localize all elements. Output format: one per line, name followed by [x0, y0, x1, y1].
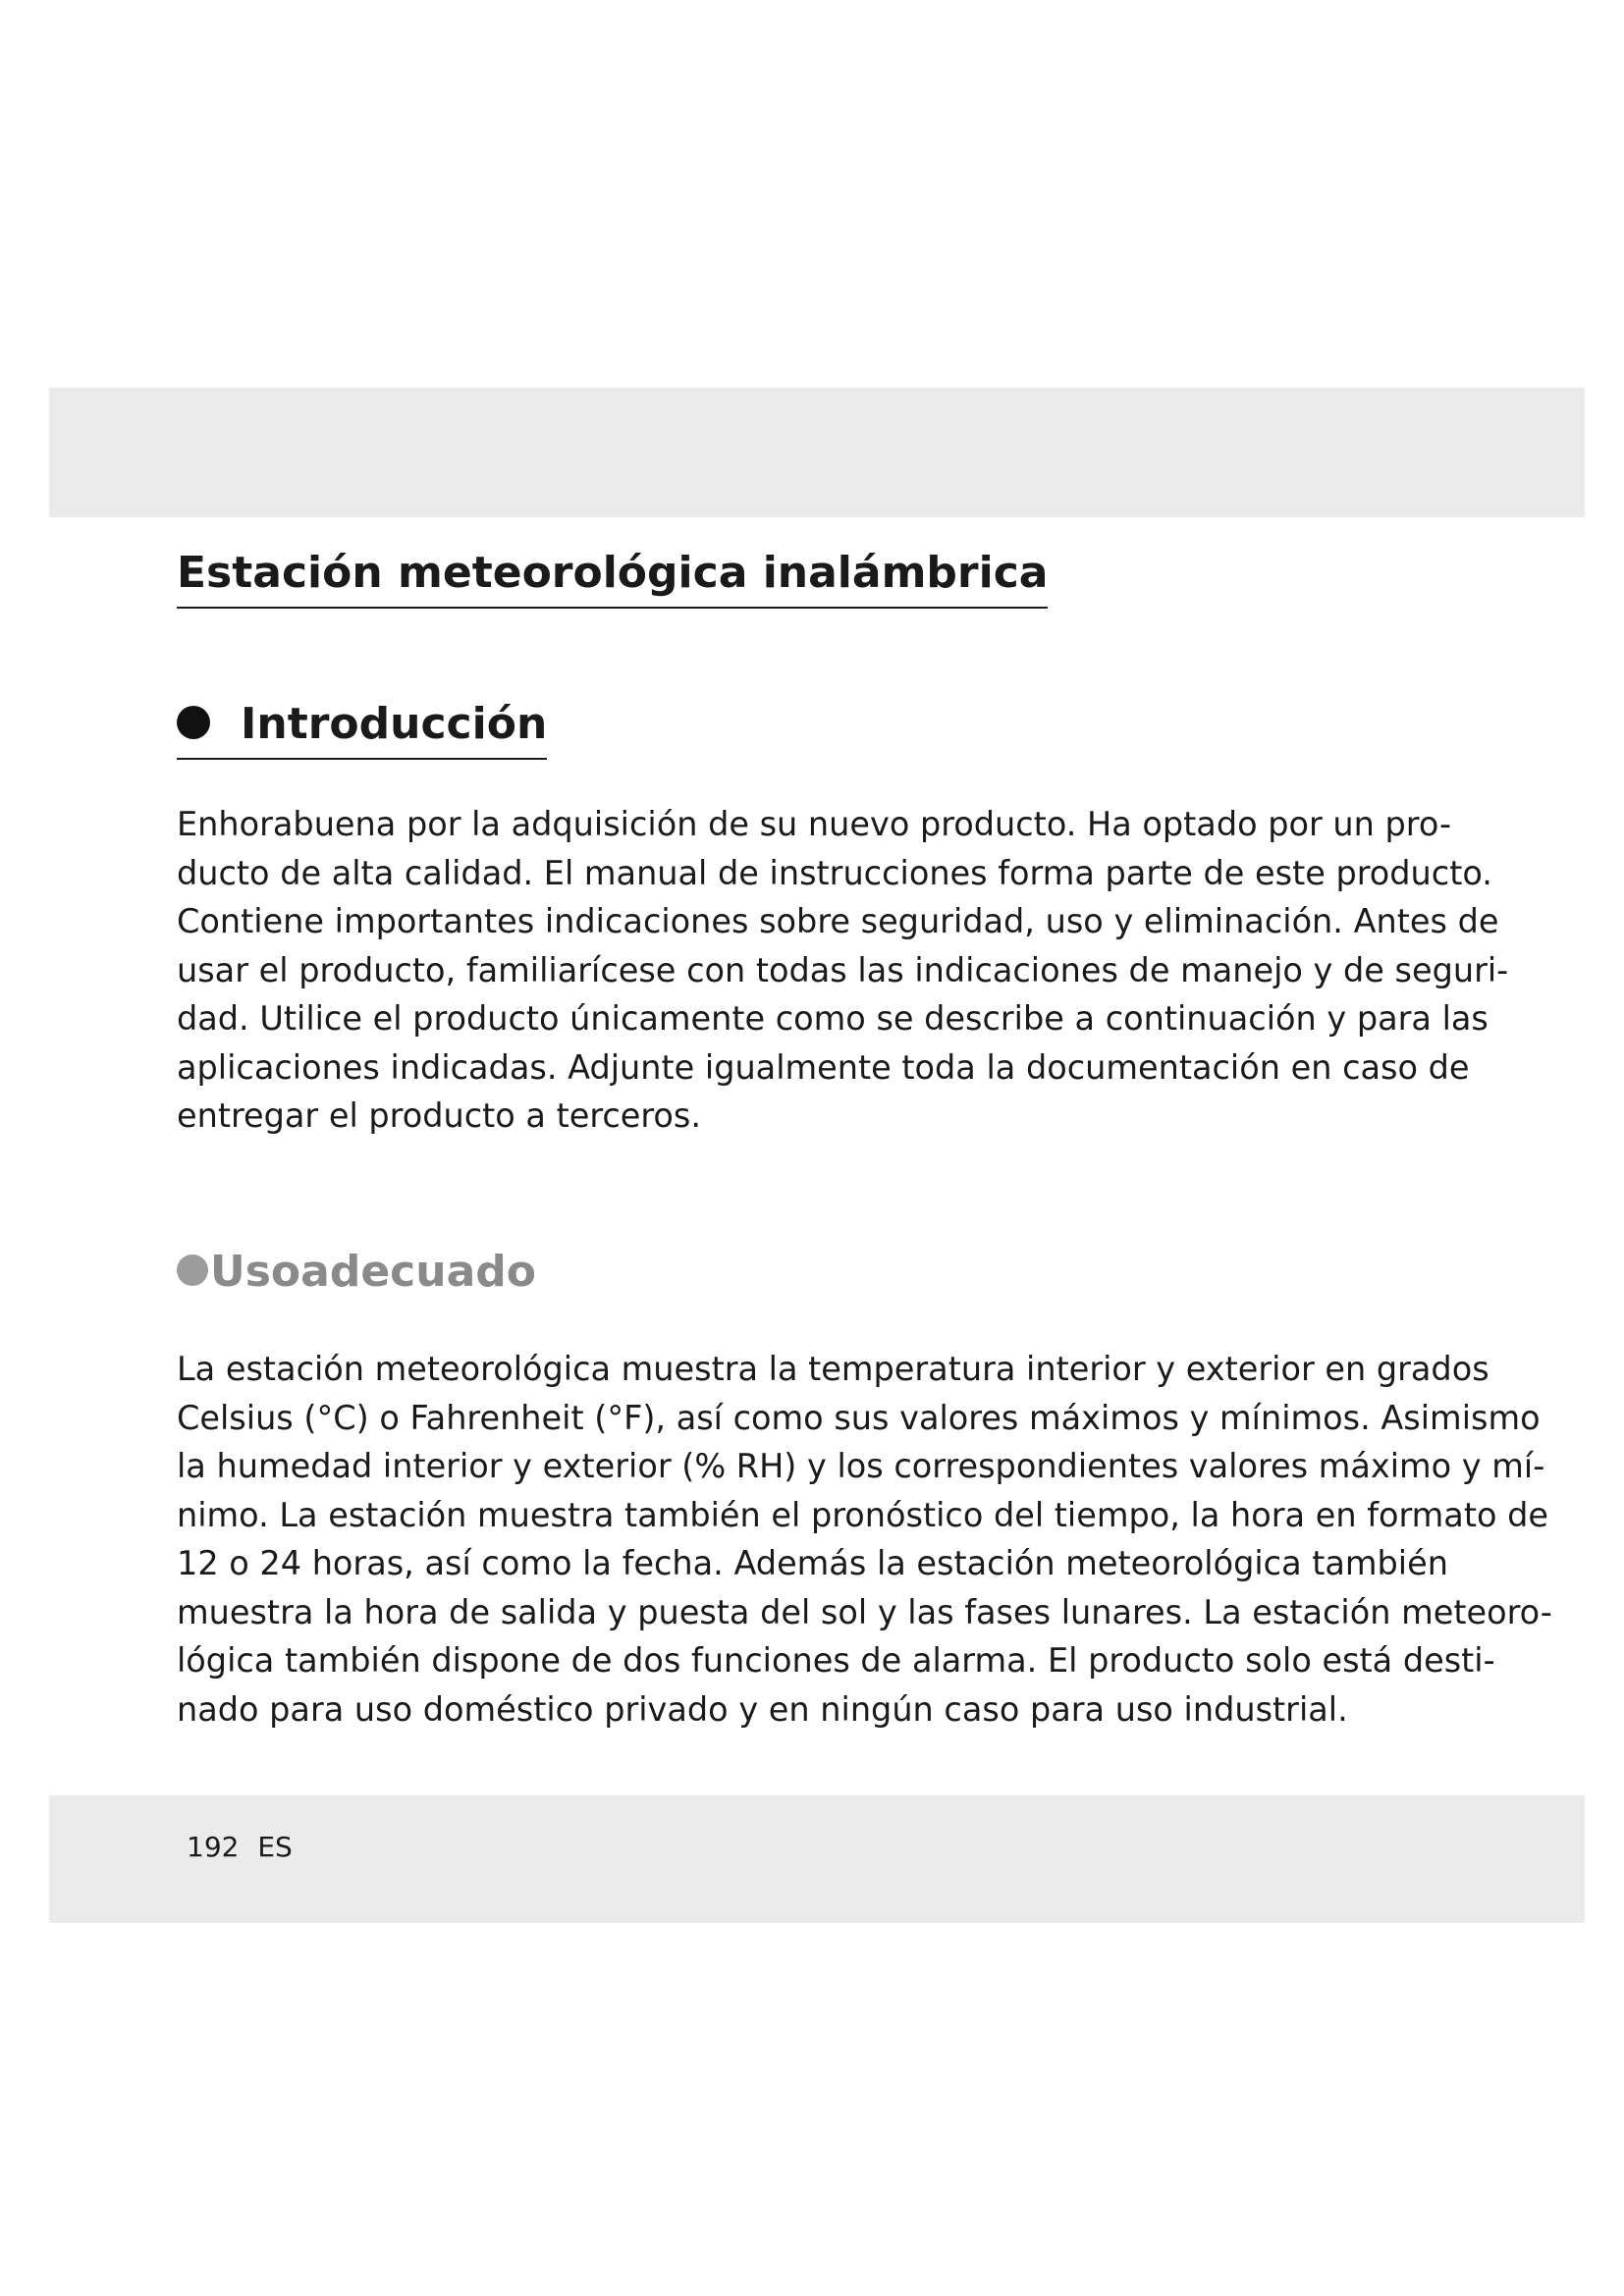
section-heading-label: Introducción [241, 699, 548, 749]
paragraph-line: 12 o 24 horas, así como la fecha. Además la estación meteorológica también [177, 1544, 1448, 1582]
paragraph-line: lógica también dispone de dos funciones de alarma. El producto solo está desti- [177, 1641, 1495, 1680]
paragraph-line: entregar el producto a terceros. [177, 1096, 702, 1135]
paragraph-line: nado para uso doméstico privado y en ningún caso para uso industrial. [177, 1689, 1348, 1729]
uso-adecuado-paragraph [177, 1345, 1552, 1734]
paragraph-line: aplicaciones indicadas. Adjunte igualmente toda la documentación en caso de [177, 1047, 1470, 1087]
paragraph-line: Enhorabuena por la adquisición de su nuevo producto. Ha optado por un pro- [177, 805, 1452, 843]
paragraph-line: ducto de alta calidad. El manual de instrucciones forma parte de este producto. [177, 853, 1492, 892]
paragraph-line: usar el producto, familiarícese con todas las indicaciones de manejo y de seguri- [177, 950, 1509, 989]
paragraph-line: La estación meteorológica muestra la temperatura interior y exterior en grados [177, 1350, 1489, 1388]
paragraph-line: muestra la hora de salida y puesta del sol y las fases lunares. La estación meteoro- [177, 1592, 1552, 1631]
bullet-icon [177, 706, 210, 739]
bullet-icon [177, 1255, 208, 1286]
section-heading-uso-adecuado [177, 1241, 536, 1304]
paragraph-line: nimo. La estación muestra también el pronóstico del tiempo, la hora en formato de [177, 1495, 1548, 1534]
paragraph-line: dad. Utilice el producto únicamente como se describe a continuación y para las [177, 999, 1489, 1038]
header-band [49, 388, 1585, 517]
paragraph-line: la humedad interior y exterior (% RH) y los correspondientes valores máximo y mí- [177, 1447, 1545, 1485]
section-heading-label: Usoadecuado [210, 1247, 536, 1297]
document-title: Estación meteorológica inalámbrica [177, 542, 1048, 609]
paragraph-line: Contiene importantes indicaciones sobre seguridad, uso y eliminación. Antes de [177, 902, 1499, 940]
section-heading-introduccion [177, 693, 547, 760]
introduccion-paragraph [177, 800, 1509, 1141]
page-number-label: 192 ES [187, 1831, 293, 1863]
paragraph-line: Celsius (°C) o Fahrenheit (°F), así como sus valores máximos y mínimos. Asimismo [177, 1398, 1541, 1437]
